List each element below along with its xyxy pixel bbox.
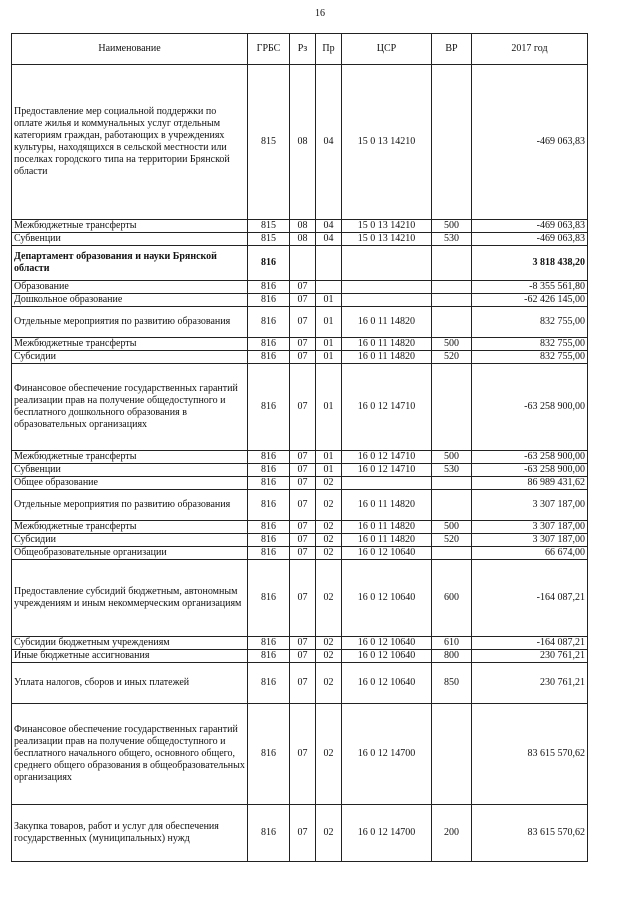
- row-vr: [432, 704, 472, 805]
- row-csr: [342, 246, 432, 281]
- header-year: 2017 год: [472, 34, 588, 65]
- table-row: [12, 307, 588, 338]
- row-rz: 07: [290, 464, 316, 477]
- row-name: Закупка товаров, работ и услуг для обеспечения государственных (муниципальных) нужд: [12, 805, 248, 862]
- row-amount: 832 755,00: [472, 307, 588, 338]
- row-rz: 07: [290, 451, 316, 464]
- row-pr: [316, 246, 342, 281]
- row-csr: 16 0 11 14820: [342, 534, 432, 547]
- row-rz: [290, 246, 316, 281]
- row-vr: 500: [432, 521, 472, 534]
- row-vr: [432, 281, 472, 294]
- row-name: Межбюджетные трансферты: [12, 451, 248, 464]
- row-vr: [432, 246, 472, 281]
- row-pr: 02: [316, 490, 342, 521]
- row-csr: 16 0 12 10640: [342, 637, 432, 650]
- row-pr: 02: [316, 805, 342, 862]
- row-rz: 07: [290, 307, 316, 338]
- table-row: [12, 233, 588, 246]
- row-rz: 07: [290, 521, 316, 534]
- row-pr: 02: [316, 560, 342, 637]
- row-rz: 07: [290, 704, 316, 805]
- row-grbs: 816: [248, 805, 290, 862]
- table-row: [12, 490, 588, 521]
- row-csr: 16 0 11 14820: [342, 338, 432, 351]
- row-vr: 530: [432, 233, 472, 246]
- table-row: [12, 246, 588, 281]
- row-csr: [342, 281, 432, 294]
- header-grbs: ГРБС: [248, 34, 290, 65]
- row-name: Иные бюджетные ассигнования: [12, 650, 248, 663]
- row-grbs: 816: [248, 464, 290, 477]
- row-amount: -8 355 561,80: [472, 281, 588, 294]
- row-name: Отдельные мероприятия по развитию образования: [12, 490, 248, 521]
- row-rz: 07: [290, 477, 316, 490]
- row-vr: 200: [432, 805, 472, 862]
- row-rz: 07: [290, 560, 316, 637]
- row-rz: 07: [290, 364, 316, 451]
- row-grbs: 816: [248, 547, 290, 560]
- row-rz: 07: [290, 805, 316, 862]
- row-name: Финансовое обеспечение государственных гарантий реализации прав на получение общедоступного и бесплатного дошкольного образования в образовательных организациях: [12, 364, 248, 451]
- row-grbs: 816: [248, 351, 290, 364]
- row-rz: 08: [290, 65, 316, 220]
- row-vr: [432, 490, 472, 521]
- row-name: Субсидии бюджетным учреждениям: [12, 637, 248, 650]
- header-rz: Рз: [290, 34, 316, 65]
- row-rz: 07: [290, 663, 316, 704]
- row-csr: 16 0 12 14710: [342, 364, 432, 451]
- row-rz: 07: [290, 490, 316, 521]
- row-grbs: 815: [248, 65, 290, 220]
- row-vr: [432, 294, 472, 307]
- row-amount: -469 063,83: [472, 220, 588, 233]
- row-pr: 02: [316, 704, 342, 805]
- row-csr: 16 0 11 14820: [342, 351, 432, 364]
- row-amount: -469 063,83: [472, 233, 588, 246]
- row-grbs: 815: [248, 233, 290, 246]
- table-row: [12, 534, 588, 547]
- row-csr: 15 0 13 14210: [342, 233, 432, 246]
- row-pr: 01: [316, 464, 342, 477]
- table-row: [12, 560, 588, 637]
- row-pr: 02: [316, 534, 342, 547]
- table-row: [12, 451, 588, 464]
- row-pr: 02: [316, 663, 342, 704]
- row-name: Субвенции: [12, 233, 248, 246]
- row-vr: 530: [432, 464, 472, 477]
- row-grbs: 816: [248, 246, 290, 281]
- row-rz: 07: [290, 650, 316, 663]
- row-amount: -63 258 900,00: [472, 364, 588, 451]
- table-row: [12, 220, 588, 233]
- table-row: [12, 364, 588, 451]
- row-grbs: 816: [248, 637, 290, 650]
- row-vr: 500: [432, 338, 472, 351]
- row-vr: 800: [432, 650, 472, 663]
- table-row: [12, 464, 588, 477]
- row-vr: [432, 547, 472, 560]
- row-amount: 3 307 187,00: [472, 534, 588, 547]
- table-row: [12, 477, 588, 490]
- row-grbs: 816: [248, 650, 290, 663]
- row-amount: 230 761,21: [472, 663, 588, 704]
- row-grbs: 816: [248, 294, 290, 307]
- row-amount: 230 761,21: [472, 650, 588, 663]
- row-amount: 3 818 438,20: [472, 246, 588, 281]
- table-row: [12, 650, 588, 663]
- row-pr: 04: [316, 220, 342, 233]
- table-row: [12, 805, 588, 862]
- row-rz: 07: [290, 294, 316, 307]
- table-row: [12, 338, 588, 351]
- header-vr: ВР: [432, 34, 472, 65]
- row-csr: 16 0 11 14820: [342, 521, 432, 534]
- table-row: [12, 294, 588, 307]
- row-grbs: 816: [248, 338, 290, 351]
- header-pr: Пр: [316, 34, 342, 65]
- row-pr: 01: [316, 451, 342, 464]
- row-csr: 16 0 12 10640: [342, 650, 432, 663]
- row-vr: 600: [432, 560, 472, 637]
- row-pr: 01: [316, 294, 342, 307]
- row-name: Субвенции: [12, 464, 248, 477]
- row-csr: 16 0 12 14710: [342, 451, 432, 464]
- row-csr: 16 0 12 10640: [342, 663, 432, 704]
- row-pr: 02: [316, 547, 342, 560]
- table-row: [12, 704, 588, 805]
- row-vr: 520: [432, 534, 472, 547]
- row-grbs: 815: [248, 220, 290, 233]
- row-amount: 66 674,00: [472, 547, 588, 560]
- row-vr: [432, 364, 472, 451]
- row-amount: 86 989 431,62: [472, 477, 588, 490]
- table-row: [12, 351, 588, 364]
- row-csr: 16 0 12 14700: [342, 704, 432, 805]
- row-name: Общеобразовательные организации: [12, 547, 248, 560]
- header-csr: ЦСР: [342, 34, 432, 65]
- row-name: Департамент образования и науки Брянской области: [12, 246, 248, 281]
- row-grbs: 816: [248, 521, 290, 534]
- budget-table: [11, 33, 588, 862]
- row-grbs: 816: [248, 281, 290, 294]
- row-csr: 16 0 12 14700: [342, 805, 432, 862]
- row-amount: -164 087,21: [472, 637, 588, 650]
- row-rz: 07: [290, 351, 316, 364]
- row-pr: 01: [316, 364, 342, 451]
- row-csr: 16 0 12 14710: [342, 464, 432, 477]
- row-vr: 500: [432, 451, 472, 464]
- table-row: [12, 663, 588, 704]
- row-vr: [432, 65, 472, 220]
- row-pr: 02: [316, 650, 342, 663]
- row-name: Субсидии: [12, 534, 248, 547]
- row-rz: 07: [290, 637, 316, 650]
- row-amount: 832 755,00: [472, 351, 588, 364]
- row-name: Отдельные мероприятия по развитию образования: [12, 307, 248, 338]
- row-csr: [342, 477, 432, 490]
- row-amount: -63 258 900,00: [472, 451, 588, 464]
- row-grbs: 816: [248, 663, 290, 704]
- row-vr: 520: [432, 351, 472, 364]
- row-rz: 07: [290, 338, 316, 351]
- row-grbs: 816: [248, 364, 290, 451]
- row-rz: 08: [290, 220, 316, 233]
- table-row: [12, 281, 588, 294]
- row-name: Межбюджетные трансферты: [12, 220, 248, 233]
- row-pr: [316, 281, 342, 294]
- row-amount: 3 307 187,00: [472, 490, 588, 521]
- row-name: Уплата налогов, сборов и иных платежей: [12, 663, 248, 704]
- row-name: Межбюджетные трансферты: [12, 521, 248, 534]
- row-grbs: 816: [248, 534, 290, 547]
- row-csr: 16 0 11 14820: [342, 307, 432, 338]
- row-vr: 850: [432, 663, 472, 704]
- row-vr: 610: [432, 637, 472, 650]
- row-pr: 02: [316, 521, 342, 534]
- row-amount: -164 087,21: [472, 560, 588, 637]
- row-vr: [432, 477, 472, 490]
- row-pr: 01: [316, 338, 342, 351]
- row-grbs: 816: [248, 704, 290, 805]
- row-rz: 08: [290, 233, 316, 246]
- row-name: Образование: [12, 281, 248, 294]
- row-amount: 83 615 570,62: [472, 805, 588, 862]
- row-rz: 07: [290, 547, 316, 560]
- row-name: Предоставление мер социальной поддержки по оплате жилья и коммунальных услуг отдельным категориям граждан, работающих в учреждениях культуры, находящихся в сельской местности или поселках городского типа на территории Брянской области: [12, 65, 248, 220]
- row-pr: 02: [316, 637, 342, 650]
- row-amount: 83 615 570,62: [472, 704, 588, 805]
- row-vr: 500: [432, 220, 472, 233]
- row-pr: 01: [316, 307, 342, 338]
- row-name: Предоставление субсидий бюджетным, автономным учреждениям и иным некоммерческим организациям: [12, 560, 248, 637]
- row-pr: 04: [316, 233, 342, 246]
- row-grbs: 816: [248, 451, 290, 464]
- row-amount: -62 426 145,00: [472, 294, 588, 307]
- row-name: Финансовое обеспечение государственных гарантий реализации прав на получение общедоступного и бесплатного начального общего, основного общего, среднего общего образования в общеобразовательных организациях: [12, 704, 248, 805]
- header-name: Наименование: [12, 34, 248, 65]
- row-csr: 16 0 11 14820: [342, 490, 432, 521]
- table-row: [12, 521, 588, 534]
- table-header-row: [12, 34, 588, 65]
- row-grbs: 816: [248, 560, 290, 637]
- row-csr: 15 0 13 14210: [342, 65, 432, 220]
- row-grbs: 816: [248, 490, 290, 521]
- row-csr: 16 0 12 10640: [342, 560, 432, 637]
- row-name: Общее образование: [12, 477, 248, 490]
- row-rz: 07: [290, 534, 316, 547]
- row-grbs: 816: [248, 307, 290, 338]
- table-row: [12, 637, 588, 650]
- table-row: [12, 547, 588, 560]
- row-amount: 3 307 187,00: [472, 521, 588, 534]
- row-name: Субсидии: [12, 351, 248, 364]
- row-amount: -469 063,83: [472, 65, 588, 220]
- row-grbs: 816: [248, 477, 290, 490]
- row-pr: 02: [316, 477, 342, 490]
- row-pr: 04: [316, 65, 342, 220]
- row-amount: 832 755,00: [472, 338, 588, 351]
- table-row: [12, 65, 588, 220]
- row-csr: 15 0 13 14210: [342, 220, 432, 233]
- row-vr: [432, 307, 472, 338]
- row-csr: [342, 294, 432, 307]
- row-amount: -63 258 900,00: [472, 464, 588, 477]
- page-number: 16: [315, 8, 325, 19]
- row-name: Межбюджетные трансферты: [12, 338, 248, 351]
- row-rz: 07: [290, 281, 316, 294]
- row-name: Дошкольное образование: [12, 294, 248, 307]
- row-pr: 01: [316, 351, 342, 364]
- row-csr: 16 0 12 10640: [342, 547, 432, 560]
